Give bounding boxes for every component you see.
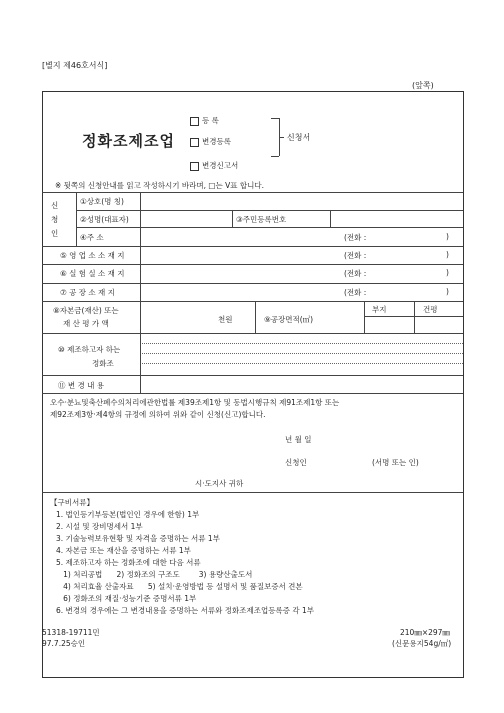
doc-item: 2. 시설 및 장비명세서 1부 bbox=[56, 522, 143, 531]
doc-item: 4) 처리효율 산출자료 5) 설치·운영방법 등 설명서 및 품질보증서 견본 bbox=[56, 582, 303, 591]
paper-type: (신문용지54g/㎡) bbox=[392, 639, 452, 648]
change-label: ⑪ 변 경 내 용 bbox=[58, 381, 105, 390]
checkbox[interactable] bbox=[190, 162, 199, 171]
building-label: 건평 bbox=[423, 305, 438, 314]
page-side: (앞쪽) bbox=[412, 81, 434, 90]
capital-label-1: ⑧자본금(재산) 또는 bbox=[53, 306, 119, 315]
checkbox[interactable] bbox=[190, 117, 199, 126]
footer-code: 51318-19711민 bbox=[42, 628, 100, 637]
docs-title: 【구비서류】 bbox=[50, 498, 94, 507]
factory-area-label: ⑨공장면적(㎡) bbox=[264, 315, 314, 324]
doc-item: 6) 정화조의 재질·성능기준 증명서류 1부 bbox=[56, 594, 197, 603]
doc-item: 4. 자본금 또는 재산을 증명하는 서류 1부 bbox=[56, 546, 191, 555]
sign-label: (서명 또는 인) bbox=[372, 458, 419, 467]
address-phone-close: ) bbox=[446, 232, 449, 241]
paper-size: 210㎜×297㎜ bbox=[400, 628, 450, 637]
form-number: [별지 제46호서식] bbox=[42, 61, 108, 70]
apply-label: 신청서 bbox=[287, 133, 311, 142]
trade-name-label: ①상호(명 칭) bbox=[80, 197, 124, 206]
capital-label-2: 재 산 평 가 액 bbox=[63, 319, 109, 328]
option-change-register[interactable]: 변경등록 bbox=[190, 136, 231, 147]
statement-line-1: 오수·분뇨및축산폐수의처리에관한법률 제39조제1항 및 동법시행규칙 제91조제1항 또는 bbox=[50, 398, 340, 407]
footer-date: 97.7.25승인 bbox=[42, 639, 86, 648]
applicant-side-2: 청 bbox=[51, 215, 59, 224]
product-label-2: 정화조 bbox=[92, 359, 114, 368]
recipient: 시·도지사 귀하 bbox=[195, 479, 244, 488]
applicant-side-1: 신 bbox=[51, 201, 59, 210]
applicant-side-3: 인 bbox=[51, 229, 59, 238]
checkbox[interactable] bbox=[190, 138, 199, 147]
doc-item: 1) 처리공법 2) 정화조의 구조도 3) 용량산출도서 bbox=[56, 570, 253, 579]
resident-no-label: ③주민등록번호 bbox=[236, 215, 287, 224]
address-phone: (전화 : bbox=[344, 233, 367, 242]
lab-phone-close: ) bbox=[446, 268, 449, 277]
factory-phone-close: ) bbox=[446, 287, 449, 296]
option-register[interactable]: 등 록 bbox=[190, 115, 219, 126]
form-title: 정화조제조업 bbox=[82, 132, 175, 150]
applicant-label: 신청인 bbox=[285, 458, 307, 467]
lab-label: ⑥ 실 험 실 소 재 지 bbox=[60, 269, 125, 278]
notice-text: ※ 뒷쪽의 신청안내를 읽고 작성하시기 바라며, □는 V표 합니다. bbox=[55, 181, 264, 190]
date-label: 년 월 일 bbox=[285, 435, 312, 444]
office-phone-close: ) bbox=[446, 250, 449, 259]
doc-item: 3. 기술능력보유현황 및 자격을 증명하는 서류 1부 bbox=[56, 534, 220, 543]
option-change-report[interactable]: 변경신고서 bbox=[190, 160, 238, 171]
doc-item: 6. 변경의 경우에는 그 변경내용을 증명하는 서류와 정화조제조업등록증 각 1부 bbox=[56, 606, 314, 615]
factory-label: ⑦ 공 장 소 재 지 bbox=[60, 288, 115, 297]
office-phone: (전화 : bbox=[344, 251, 367, 260]
address-label: ④주 소 bbox=[80, 233, 104, 242]
factory-phone: (전화 : bbox=[344, 288, 367, 297]
statement-line-2: 제92조제3항·제4항의 규정에 의하여 위와 같이 신청(신고)합니다. bbox=[50, 410, 266, 419]
won-unit: 천원 bbox=[218, 315, 233, 324]
lab-phone: (전화 : bbox=[344, 269, 367, 278]
office-label: ⑤ 영 업 소 소 재 지 bbox=[60, 251, 125, 260]
doc-item: 1. 법인등기부등본(법인인 경우에 한함) 1부 bbox=[56, 510, 200, 519]
site-label: 부지 bbox=[372, 305, 387, 314]
doc-item: 5. 제조하고자 하는 정화조에 대한 다음 서류 bbox=[56, 558, 201, 567]
product-label-1: ⑩ 제조하고자 하는 bbox=[58, 345, 121, 354]
rep-name-label: ②성명(대표자) bbox=[80, 215, 129, 224]
